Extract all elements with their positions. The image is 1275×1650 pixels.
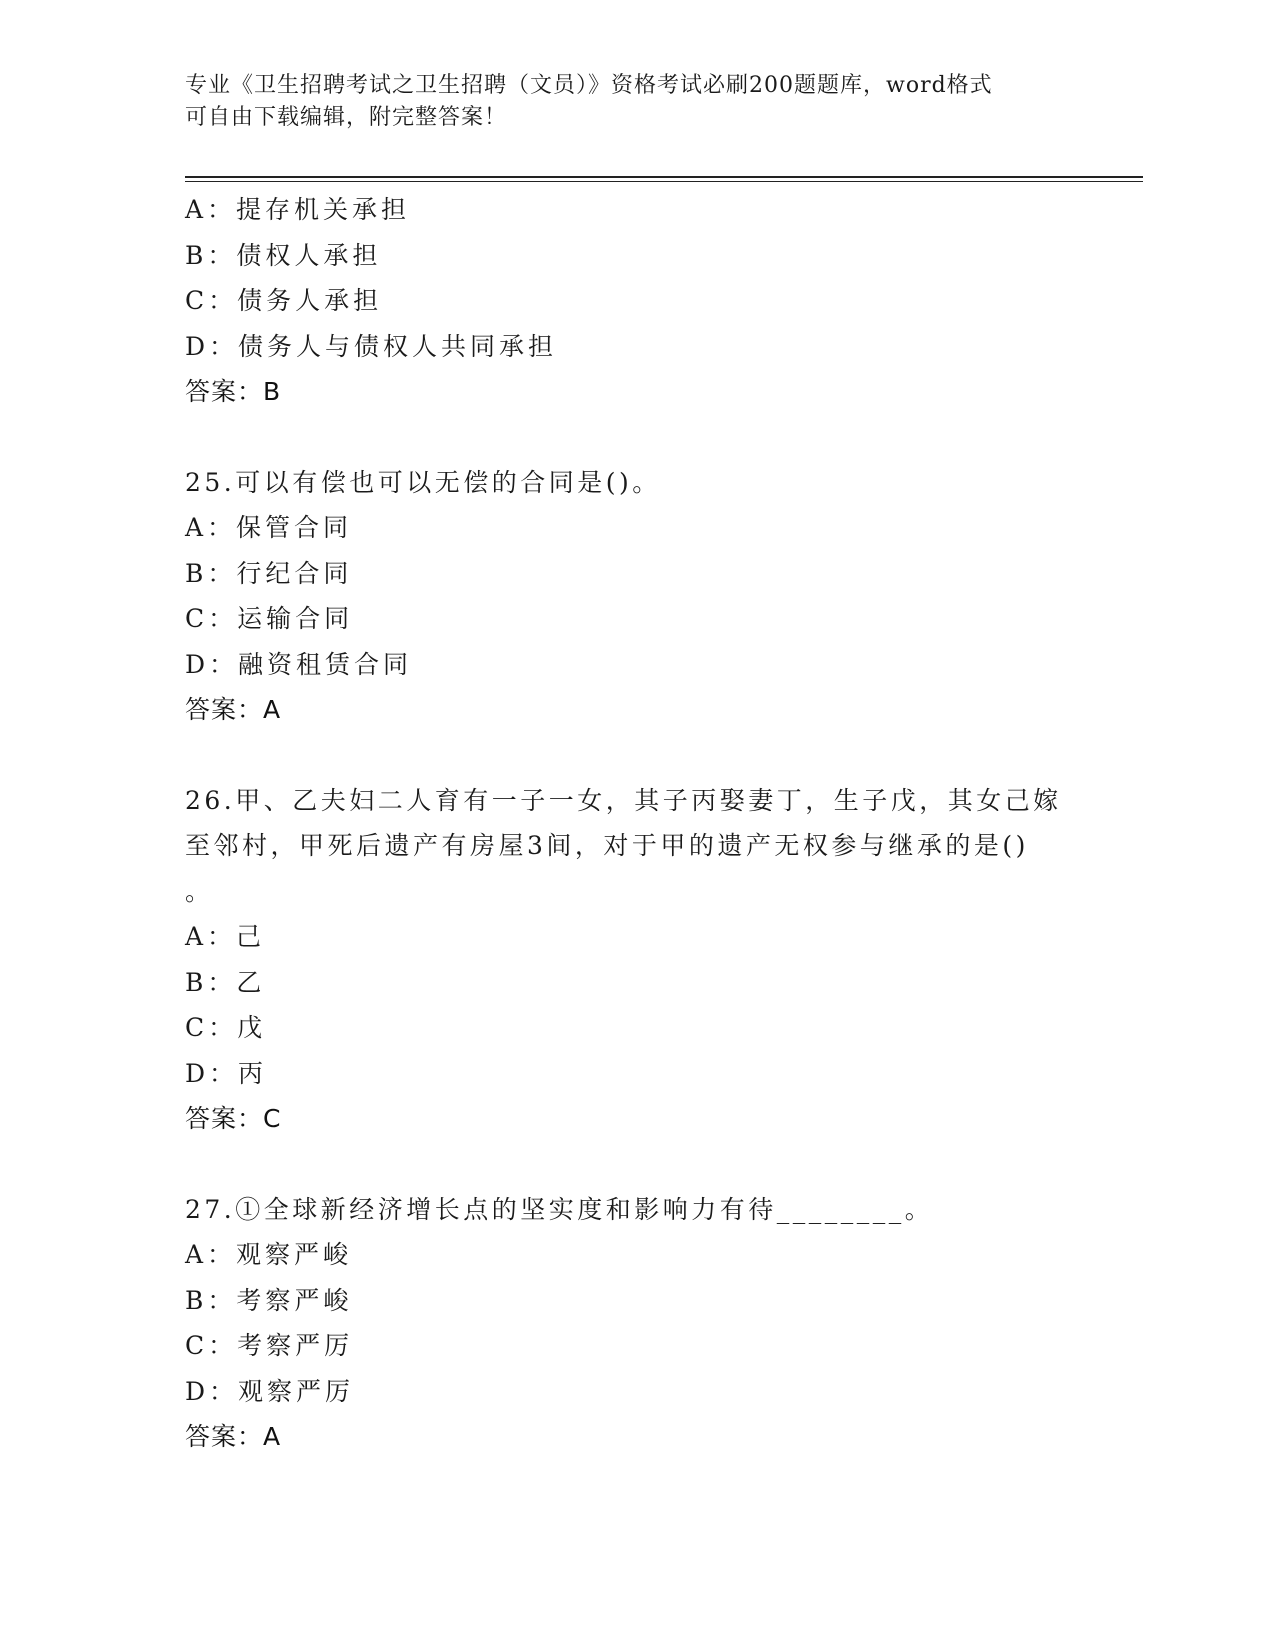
option-c: C：运输合同 [185, 604, 354, 633]
header-line-1: 专业《卫生招聘考试之卫生招聘（文员）》资格考试必刷200题题库，word格式 [185, 73, 993, 98]
question-text-line-1: 26.甲、乙夫妇二人育有一子一女，其子丙娶妻丁，生子戊，其女己嫁 [185, 785, 1062, 815]
question-text: 27.①全球新经济增长点的坚实度和影响力有待________。 [185, 1194, 934, 1224]
option-b: B：行纪合同 [185, 558, 353, 588]
option-b: B：乙 [185, 967, 266, 997]
answer: 答案：C [185, 1104, 282, 1133]
option-a: A：观察严峻 [185, 1240, 353, 1269]
header-rule-thin [185, 181, 1143, 182]
header-line-2: 可自由下载编辑，附完整答案！ [185, 105, 508, 130]
option-d: D：观察严厉 [185, 1376, 355, 1406]
option-a: A：保管合同 [185, 513, 353, 542]
question-list [185, 187, 1065, 1460]
question-25 [185, 460, 1065, 733]
question-27 [185, 1187, 1065, 1460]
answer: 答案：A [185, 1422, 282, 1451]
question-text-line-2: 至邻村，甲死后遗产有房屋3间，对于甲的遗产无权参与继承的是() [185, 831, 1029, 860]
option-b: B：债权人承担 [185, 240, 382, 270]
header-rule-thick [185, 176, 1143, 178]
answer: 答案：B [185, 377, 282, 406]
option-c: C：债务人承担 [185, 286, 383, 315]
option-d: D：融资租赁合同 [185, 649, 413, 679]
option-a: A：提存机关承担 [185, 195, 411, 224]
answer: 答案：A [185, 695, 282, 724]
option-c: C：考察严厉 [185, 1331, 354, 1360]
question-text: 25.可以有偿也可以无偿的合同是()。 [185, 467, 661, 497]
question-26 [185, 778, 1065, 1142]
option-d: D：债务人与债权人共同承担 [185, 331, 558, 361]
option-c: C：戊 [185, 1013, 267, 1042]
document-header [185, 70, 1065, 134]
question-text-line-3: 。 [185, 876, 214, 906]
option-b: B：考察严峻 [185, 1285, 353, 1315]
option-a: A：己 [185, 922, 266, 951]
question-24 [185, 187, 1065, 415]
option-d: D：丙 [185, 1058, 268, 1088]
